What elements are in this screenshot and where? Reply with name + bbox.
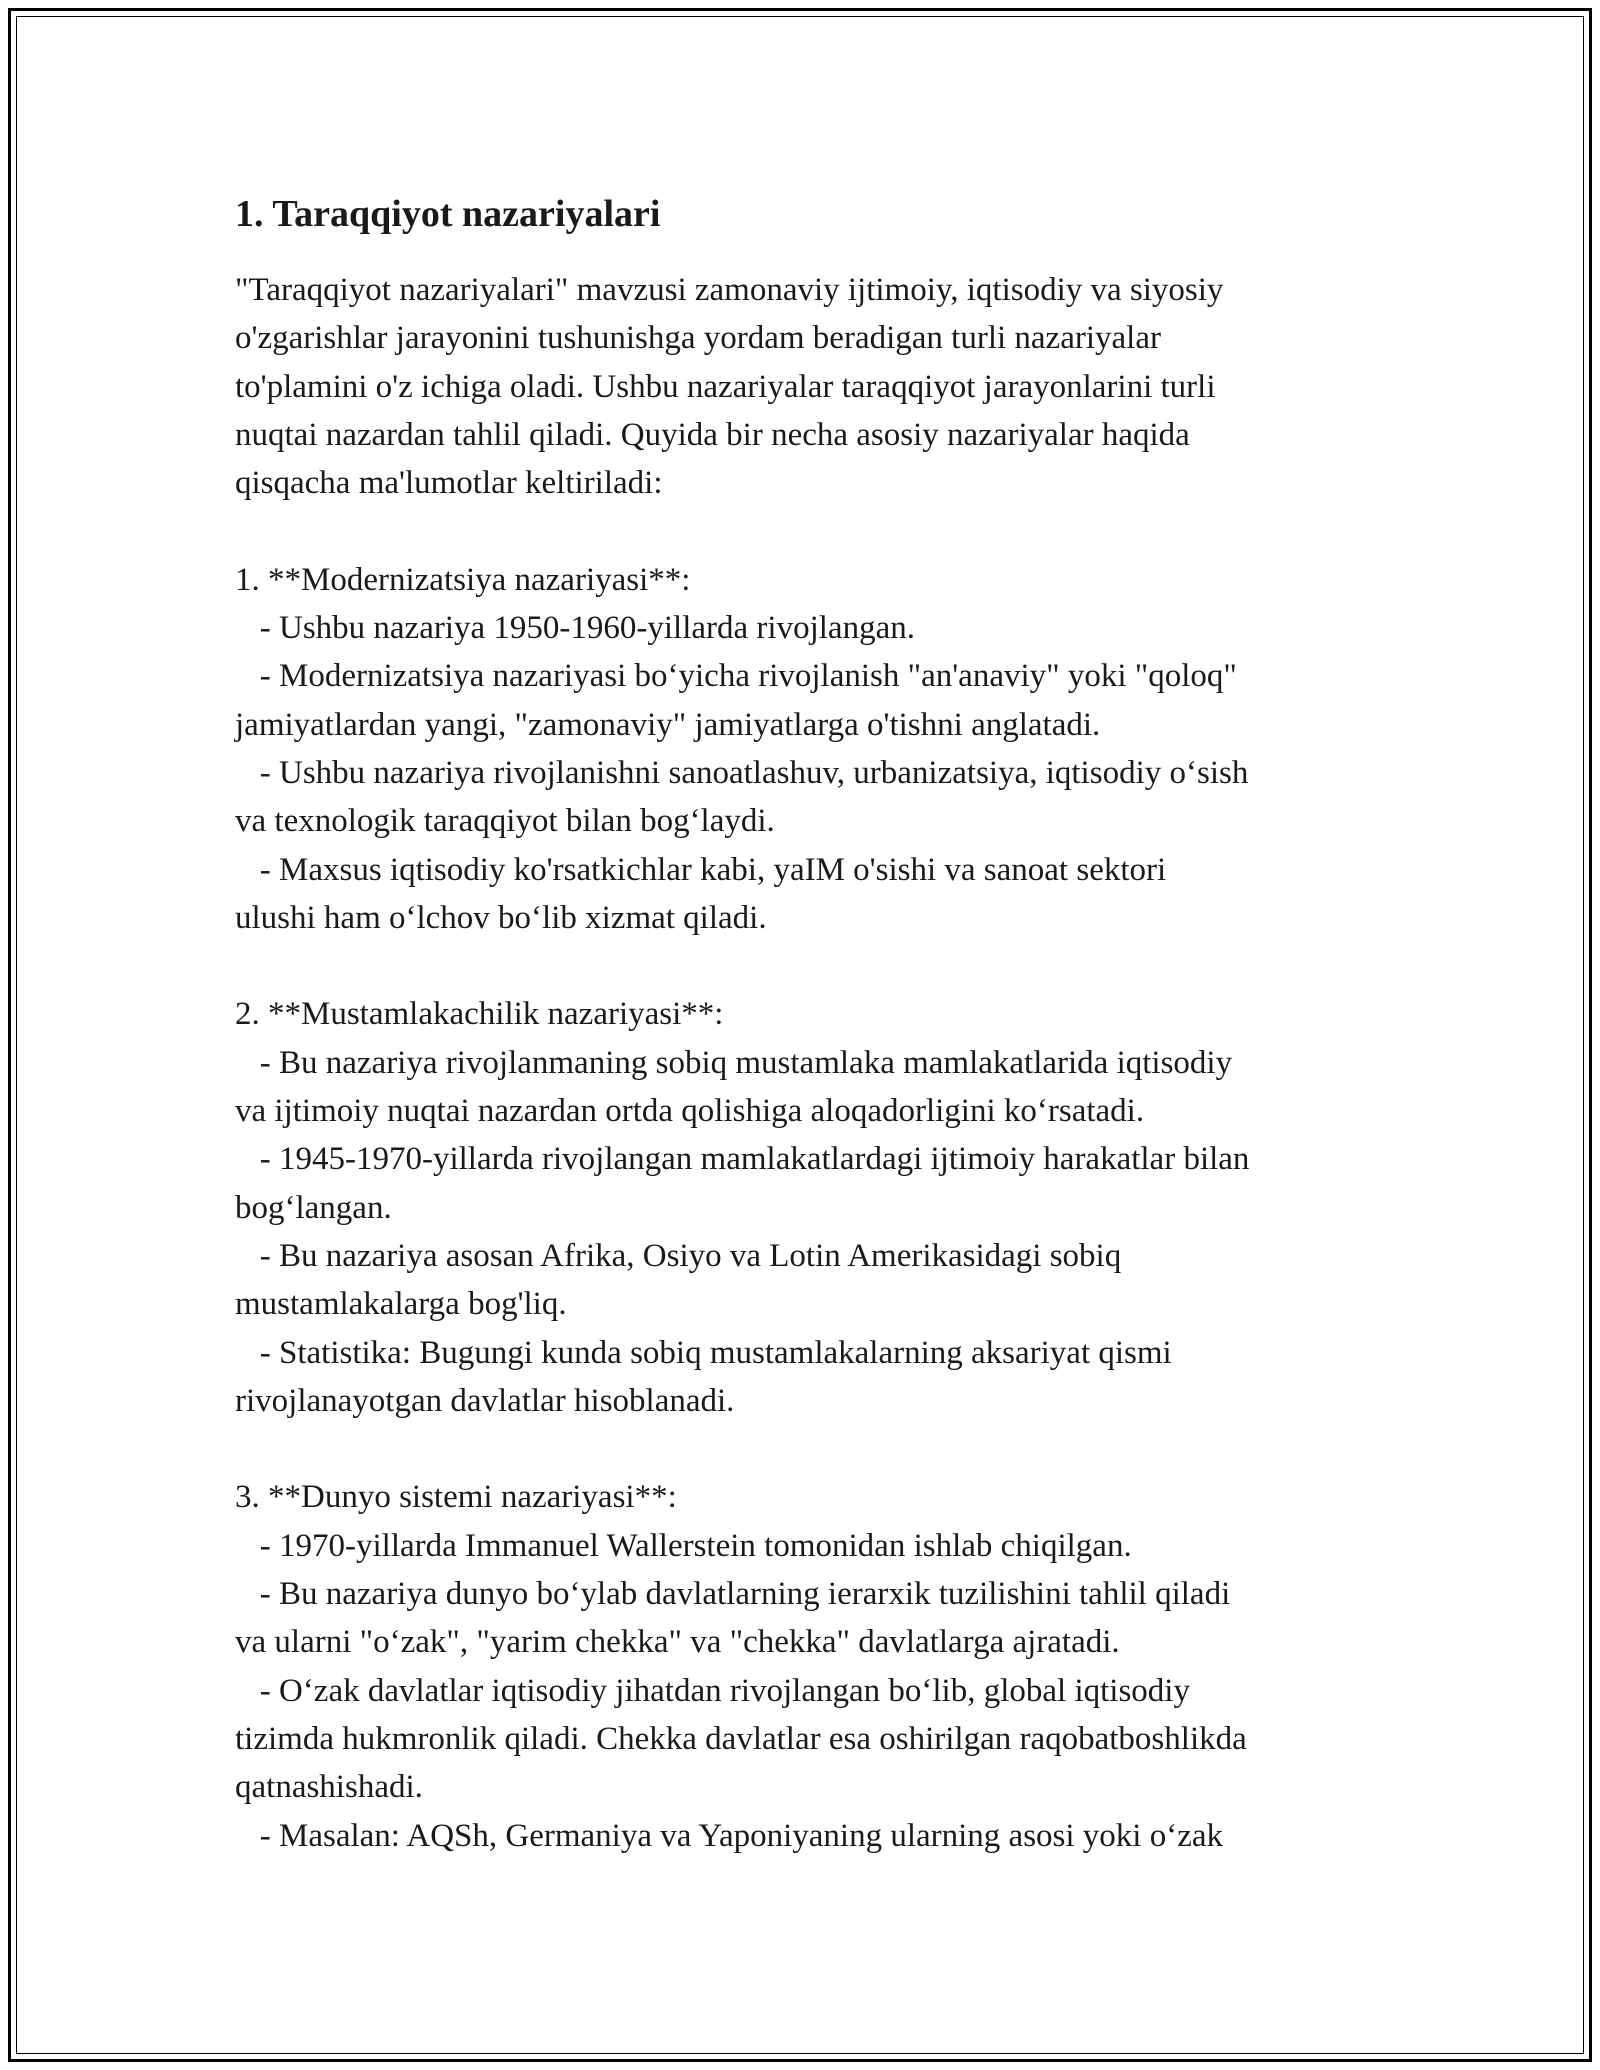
document-content (235, 186, 1375, 1860)
document-title: 1. Taraqqiyot nazariyalari (235, 193, 661, 235)
document-body: "Taraqqiyot nazariyalari" mavzusi zamonaviy ijtimoiy, iqtisodiy va siyosiy o'zgarishlar jarayonini tushunishga yordam beradigan turli nazariyalar to'plamini o'z ichiga oladi. Ushbu nazariyalar taraqqiyot jarayonlarini turli nuqtai nazardan tahlil qiladi. Quyida bir necha asosiy nazariyalar haqida qisqacha ma'lumotlar keltiriladi: 1. **Modernizatsiya nazariyasi**: - Ushbu nazariya 1950-1960-yillarda rivojlangan. - Modernizatsiya nazariyasi boʻyicha rivojlanish "an'anaviy" yoki "qoloq" jamiyatlardan yangi, "zamonaviy" jamiyatlarga o'tishni anglatadi. - Ushbu nazariya rivojlanishni sanoatlashuv, urbanizatsiya, iqtisodiy oʻsish va texnologik taraqqiyot bilan bogʻlaydi. - Maxsus iqtisodiy ko'rsatkichlar kabi, yaIM o'sishi va sanoat sektori ulushi ham oʻlchov boʻlib xizmat qiladi. 2. **Mustamlakachilik nazariyasi**: - Bu nazariya rivojlanmaning sobiq mustamlaka mamlakatlarida iqtisodiy va ijtimoiy nuqtai nazardan ortda qolishiga aloqadorligini koʻrsatadi. - 1945-1970-yillarda rivojlangan mamlakatlardagi ijtimoiy harakatlar bilan bogʻlangan. - Bu nazariya asosan Afrika, Osiyo va Lotin Amerikasidagi sobiq mustamlakalarga bog'liq. - Statistika: Bugungi kunda sobiq mustamlakalarning aksariyat qismi rivojlanayotgan davlatlar hisoblanadi. 3. **Dunyo sistemi nazariyasi**: - 1970-yillarda Immanuel Wallerstein tomonidan ishlab chiqilgan. - Bu nazariya dunyo boʻylab davlatlarning ierarxik tuzilishini tahlil qiladi va ularni "oʻzak", "yarim chekka" va "chekka" davlatlarga ajratadi. - Oʻzak davlatlar iqtisodiy jihatdan rivojlangan boʻlib, global iqtisodiy tizimda hukmronlik qiladi. Chekka davlatlar esa oshirilgan raqobatboshlikda qatnashishadi. - Masalan: AQSh, Germaniya va Yaponiyaning ularning asosi yoki oʻzak (235, 272, 1250, 1854)
